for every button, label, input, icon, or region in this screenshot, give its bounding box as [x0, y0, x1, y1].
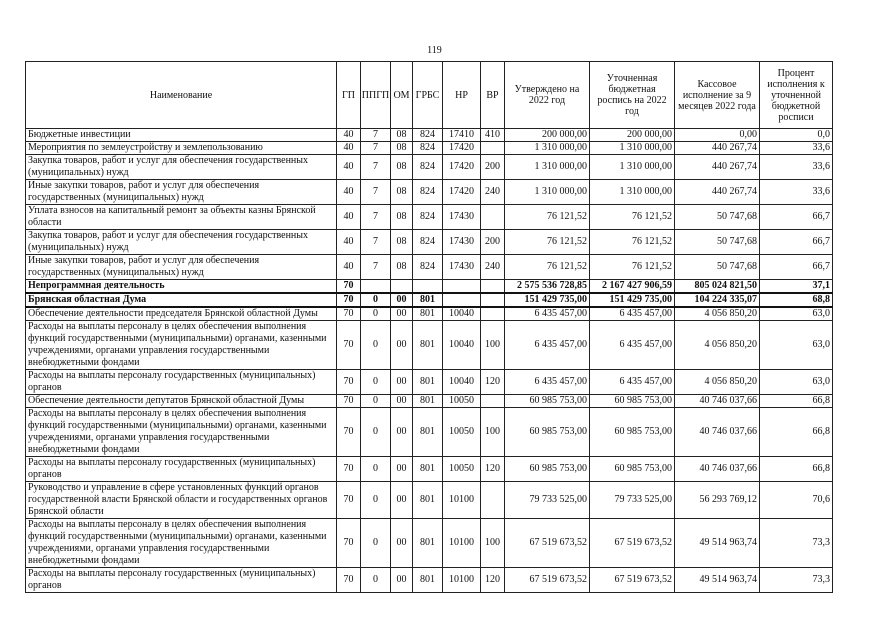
cell-nr: 10050	[443, 408, 481, 457]
cell-approved: 76 121,52	[505, 255, 590, 280]
col-header-name: Наименование	[26, 62, 337, 129]
table-row	[26, 280, 833, 294]
cell-grbs: 801	[413, 395, 443, 408]
cell-om: 08	[391, 180, 413, 205]
cell-cash: 50 747,68	[675, 230, 760, 255]
cell-refined: 76 121,52	[590, 255, 675, 280]
cell-vr	[481, 395, 505, 408]
cell-approved: 67 519 673,52	[505, 519, 590, 568]
col-header-ppgp: ППГП	[361, 62, 391, 129]
cell-nr: 17420	[443, 180, 481, 205]
cell-vr: 120	[481, 370, 505, 395]
col-header-approved: Утверждено на 2022 год	[505, 62, 590, 129]
table-row	[26, 255, 833, 280]
cell-gp: 70	[337, 519, 361, 568]
cell-percent: 37,1	[760, 280, 833, 294]
cell-approved: 6 435 457,00	[505, 370, 590, 395]
cell-name: Бюджетные инвестиции	[26, 129, 337, 142]
cell-refined: 60 985 753,00	[590, 408, 675, 457]
cell-ppgp: 0	[361, 482, 391, 519]
cell-gp: 70	[337, 395, 361, 408]
cell-name: Иные закупки товаров, работ и услуг для обеспечения государственных (муниципальных) нужд	[26, 255, 337, 280]
cell-approved: 60 985 753,00	[505, 457, 590, 482]
cell-name: Расходы на выплаты персоналу в целях обеспечения выполнения функций государственными (муниципальными) органами, казенными учреждениями, органами управления государственными внебюджетными фондами	[26, 408, 337, 457]
cell-cash: 440 267,74	[675, 142, 760, 155]
col-header-percent: Процент исполнения к уточненной бюджетной росписи	[760, 62, 833, 129]
cell-nr: 17420	[443, 142, 481, 155]
cell-ppgp: 0	[361, 321, 391, 370]
cell-refined: 2 167 427 906,59	[590, 280, 675, 294]
cell-name: Обеспечение деятельности председателя Брянской областной Думы	[26, 307, 337, 321]
cell-cash: 40 746 037,66	[675, 457, 760, 482]
cell-vr: 240	[481, 180, 505, 205]
cell-name: Расходы на выплаты персоналу в целях обеспечения выполнения функций государственными (муниципальными) органами, казенными учреждениями, органами управления государственными внебюджетными фондами	[26, 321, 337, 370]
cell-name: Расходы на выплаты персоналу государственных (муниципальных) органов	[26, 370, 337, 395]
cell-name: Руководство и управление в сфере установленных функций органов государственной власти Брянской области и государственных органов Брянской области	[26, 482, 337, 519]
cell-approved: 1 310 000,00	[505, 155, 590, 180]
cell-cash: 440 267,74	[675, 155, 760, 180]
cell-ppgp: 7	[361, 230, 391, 255]
cell-percent: 63,0	[760, 307, 833, 321]
cell-refined: 6 435 457,00	[590, 370, 675, 395]
cell-name: Расходы на выплаты персоналу в целях обеспечения выполнения функций государственными (муниципальными) органами, казенными учреждениями, органами управления государственными внебюджетными фондами	[26, 519, 337, 568]
cell-refined: 1 310 000,00	[590, 180, 675, 205]
cell-approved: 1 310 000,00	[505, 180, 590, 205]
cell-grbs: 824	[413, 129, 443, 142]
cell-refined: 79 733 525,00	[590, 482, 675, 519]
cell-grbs: 801	[413, 321, 443, 370]
table-row	[26, 519, 833, 568]
table-body	[26, 129, 833, 593]
cell-om: 00	[391, 370, 413, 395]
cell-name: Расходы на выплаты персоналу государственных (муниципальных) органов	[26, 568, 337, 593]
cell-vr	[481, 142, 505, 155]
header-row	[26, 62, 833, 129]
cell-cash: 4 056 850,20	[675, 321, 760, 370]
cell-approved: 60 985 753,00	[505, 408, 590, 457]
cell-nr: 17430	[443, 205, 481, 230]
table-row	[26, 205, 833, 230]
cell-approved: 200 000,00	[505, 129, 590, 142]
page-number: 119	[427, 45, 442, 56]
cell-percent: 66,7	[760, 205, 833, 230]
cell-percent: 66,8	[760, 395, 833, 408]
cell-vr: 100	[481, 519, 505, 568]
cell-grbs: 801	[413, 457, 443, 482]
cell-cash: 104 224 335,07	[675, 293, 760, 307]
cell-om: 08	[391, 142, 413, 155]
cell-grbs: 824	[413, 255, 443, 280]
cell-cash: 49 514 963,74	[675, 519, 760, 568]
col-header-refined: Уточненная бюджетная роспись на 2022 год	[590, 62, 675, 129]
cell-vr: 120	[481, 457, 505, 482]
cell-cash: 440 267,74	[675, 180, 760, 205]
cell-refined: 67 519 673,52	[590, 519, 675, 568]
cell-nr	[443, 280, 481, 294]
cell-ppgp: 7	[361, 205, 391, 230]
cell-approved: 6 435 457,00	[505, 321, 590, 370]
cell-grbs: 801	[413, 482, 443, 519]
cell-refined: 76 121,52	[590, 230, 675, 255]
cell-om: 00	[391, 457, 413, 482]
cell-approved: 76 121,52	[505, 230, 590, 255]
cell-om	[391, 280, 413, 294]
cell-cash: 0,00	[675, 129, 760, 142]
cell-cash: 50 747,68	[675, 255, 760, 280]
cell-grbs: 801	[413, 519, 443, 568]
cell-ppgp: 7	[361, 255, 391, 280]
table-row	[26, 321, 833, 370]
col-header-vr: ВР	[481, 62, 505, 129]
cell-ppgp: 0	[361, 457, 391, 482]
cell-grbs: 801	[413, 370, 443, 395]
table-row	[26, 307, 833, 321]
table-row	[26, 370, 833, 395]
cell-nr: 10100	[443, 568, 481, 593]
cell-om: 08	[391, 230, 413, 255]
cell-grbs: 824	[413, 155, 443, 180]
cell-refined: 1 310 000,00	[590, 142, 675, 155]
cell-percent: 66,8	[760, 408, 833, 457]
cell-vr: 410	[481, 129, 505, 142]
cell-om: 00	[391, 395, 413, 408]
cell-gp: 40	[337, 255, 361, 280]
cell-ppgp: 0	[361, 307, 391, 321]
cell-grbs: 801	[413, 408, 443, 457]
cell-ppgp	[361, 280, 391, 294]
cell-nr: 17420	[443, 155, 481, 180]
cell-approved: 76 121,52	[505, 205, 590, 230]
cell-grbs: 824	[413, 205, 443, 230]
cell-percent: 73,3	[760, 568, 833, 593]
cell-refined: 6 435 457,00	[590, 321, 675, 370]
cell-om: 00	[391, 307, 413, 321]
cell-percent: 33,6	[760, 155, 833, 180]
cell-cash: 805 024 821,50	[675, 280, 760, 294]
cell-grbs: 824	[413, 142, 443, 155]
cell-refined: 6 435 457,00	[590, 307, 675, 321]
cell-om: 00	[391, 408, 413, 457]
cell-gp: 40	[337, 180, 361, 205]
cell-nr: 10040	[443, 321, 481, 370]
cell-om: 00	[391, 482, 413, 519]
cell-nr: 10050	[443, 457, 481, 482]
cell-approved: 60 985 753,00	[505, 395, 590, 408]
table-row	[26, 568, 833, 593]
cell-name: Иные закупки товаров, работ и услуг для обеспечения государственных (муниципальных) нужд	[26, 180, 337, 205]
cell-refined: 67 519 673,52	[590, 568, 675, 593]
cell-gp: 40	[337, 230, 361, 255]
cell-gp: 70	[337, 280, 361, 294]
table-row	[26, 482, 833, 519]
cell-percent: 0,0	[760, 129, 833, 142]
cell-ppgp: 0	[361, 519, 391, 568]
cell-name: Обеспечение деятельности депутатов Брянской областной Думы	[26, 395, 337, 408]
cell-approved: 2 575 536 728,85	[505, 280, 590, 294]
cell-ppgp: 7	[361, 180, 391, 205]
cell-grbs: 824	[413, 230, 443, 255]
cell-gp: 70	[337, 482, 361, 519]
cell-vr	[481, 280, 505, 294]
cell-gp: 40	[337, 142, 361, 155]
table-row	[26, 408, 833, 457]
budget-execution-table	[25, 61, 833, 593]
cell-percent: 66,8	[760, 457, 833, 482]
cell-vr	[481, 205, 505, 230]
cell-vr	[481, 293, 505, 307]
cell-refined: 60 985 753,00	[590, 457, 675, 482]
cell-vr: 100	[481, 321, 505, 370]
cell-vr	[481, 482, 505, 519]
cell-nr: 10040	[443, 307, 481, 321]
budget-table-container	[25, 61, 832, 593]
cell-nr: 10050	[443, 395, 481, 408]
cell-approved: 6 435 457,00	[505, 307, 590, 321]
cell-approved: 1 310 000,00	[505, 142, 590, 155]
cell-percent: 73,3	[760, 519, 833, 568]
cell-ppgp: 0	[361, 568, 391, 593]
cell-ppgp: 0	[361, 395, 391, 408]
cell-gp: 40	[337, 205, 361, 230]
cell-name: Мероприятия по землеустройству и землепользованию	[26, 142, 337, 155]
cell-gp: 70	[337, 293, 361, 307]
cell-percent: 33,6	[760, 142, 833, 155]
cell-name: Уплата взносов на капитальный ремонт за объекты казны Брянской области	[26, 205, 337, 230]
cell-cash: 4 056 850,20	[675, 370, 760, 395]
cell-name: Непрограммная деятельность	[26, 280, 337, 294]
cell-refined: 60 985 753,00	[590, 395, 675, 408]
table-row	[26, 293, 833, 307]
cell-om: 00	[391, 321, 413, 370]
cell-gp: 70	[337, 568, 361, 593]
cell-ppgp: 7	[361, 129, 391, 142]
col-header-cash: Кассовое исполнение за 9 месяцев 2022 года	[675, 62, 760, 129]
cell-om: 08	[391, 205, 413, 230]
cell-vr: 120	[481, 568, 505, 593]
cell-cash: 56 293 769,12	[675, 482, 760, 519]
col-header-gp: ГП	[337, 62, 361, 129]
cell-percent: 33,6	[760, 180, 833, 205]
cell-om: 00	[391, 293, 413, 307]
cell-nr: 17430	[443, 255, 481, 280]
cell-nr: 10100	[443, 482, 481, 519]
cell-approved: 151 429 735,00	[505, 293, 590, 307]
cell-name: Расходы на выплаты персоналу государственных (муниципальных) органов	[26, 457, 337, 482]
table-row	[26, 395, 833, 408]
col-header-grbs: ГРБС	[413, 62, 443, 129]
cell-ppgp: 0	[361, 370, 391, 395]
cell-grbs: 801	[413, 568, 443, 593]
cell-gp: 70	[337, 457, 361, 482]
cell-vr: 240	[481, 255, 505, 280]
cell-vr: 200	[481, 230, 505, 255]
cell-approved: 79 733 525,00	[505, 482, 590, 519]
cell-vr: 100	[481, 408, 505, 457]
col-header-nr: НР	[443, 62, 481, 129]
cell-refined: 76 121,52	[590, 205, 675, 230]
cell-om: 08	[391, 129, 413, 142]
cell-nr	[443, 293, 481, 307]
table-row	[26, 457, 833, 482]
cell-ppgp: 0	[361, 408, 391, 457]
cell-grbs: 801	[413, 307, 443, 321]
cell-cash: 40 746 037,66	[675, 408, 760, 457]
table-header	[26, 62, 833, 129]
cell-refined: 200 000,00	[590, 129, 675, 142]
cell-vr	[481, 307, 505, 321]
cell-refined: 151 429 735,00	[590, 293, 675, 307]
cell-ppgp: 0	[361, 293, 391, 307]
cell-name: Закупка товаров, работ и услуг для обеспечения государственных (муниципальных) нужд	[26, 230, 337, 255]
cell-percent: 68,8	[760, 293, 833, 307]
cell-cash: 50 747,68	[675, 205, 760, 230]
cell-om: 08	[391, 255, 413, 280]
cell-gp: 40	[337, 155, 361, 180]
cell-grbs: 801	[413, 293, 443, 307]
cell-om: 08	[391, 155, 413, 180]
cell-cash: 40 746 037,66	[675, 395, 760, 408]
cell-percent: 63,0	[760, 321, 833, 370]
cell-grbs: 824	[413, 180, 443, 205]
cell-percent: 66,7	[760, 230, 833, 255]
table-row	[26, 180, 833, 205]
cell-name: Брянская областная Дума	[26, 293, 337, 307]
cell-ppgp: 7	[361, 142, 391, 155]
table-row	[26, 155, 833, 180]
cell-nr: 17410	[443, 129, 481, 142]
cell-grbs	[413, 280, 443, 294]
table-row	[26, 230, 833, 255]
cell-om: 00	[391, 519, 413, 568]
cell-gp: 70	[337, 307, 361, 321]
cell-om: 00	[391, 568, 413, 593]
cell-cash: 4 056 850,20	[675, 307, 760, 321]
cell-vr: 200	[481, 155, 505, 180]
cell-name: Закупка товаров, работ и услуг для обеспечения государственных (муниципальных) нужд	[26, 155, 337, 180]
cell-refined: 1 310 000,00	[590, 155, 675, 180]
table-row	[26, 129, 833, 142]
cell-approved: 67 519 673,52	[505, 568, 590, 593]
cell-percent: 63,0	[760, 370, 833, 395]
cell-gp: 70	[337, 321, 361, 370]
cell-gp: 70	[337, 408, 361, 457]
cell-cash: 49 514 963,74	[675, 568, 760, 593]
cell-percent: 66,7	[760, 255, 833, 280]
cell-nr: 10040	[443, 370, 481, 395]
cell-percent: 70,6	[760, 482, 833, 519]
cell-nr: 17430	[443, 230, 481, 255]
cell-gp: 40	[337, 129, 361, 142]
cell-ppgp: 7	[361, 155, 391, 180]
cell-gp: 70	[337, 370, 361, 395]
cell-nr: 10100	[443, 519, 481, 568]
col-header-om: ОМ	[391, 62, 413, 129]
table-row	[26, 142, 833, 155]
